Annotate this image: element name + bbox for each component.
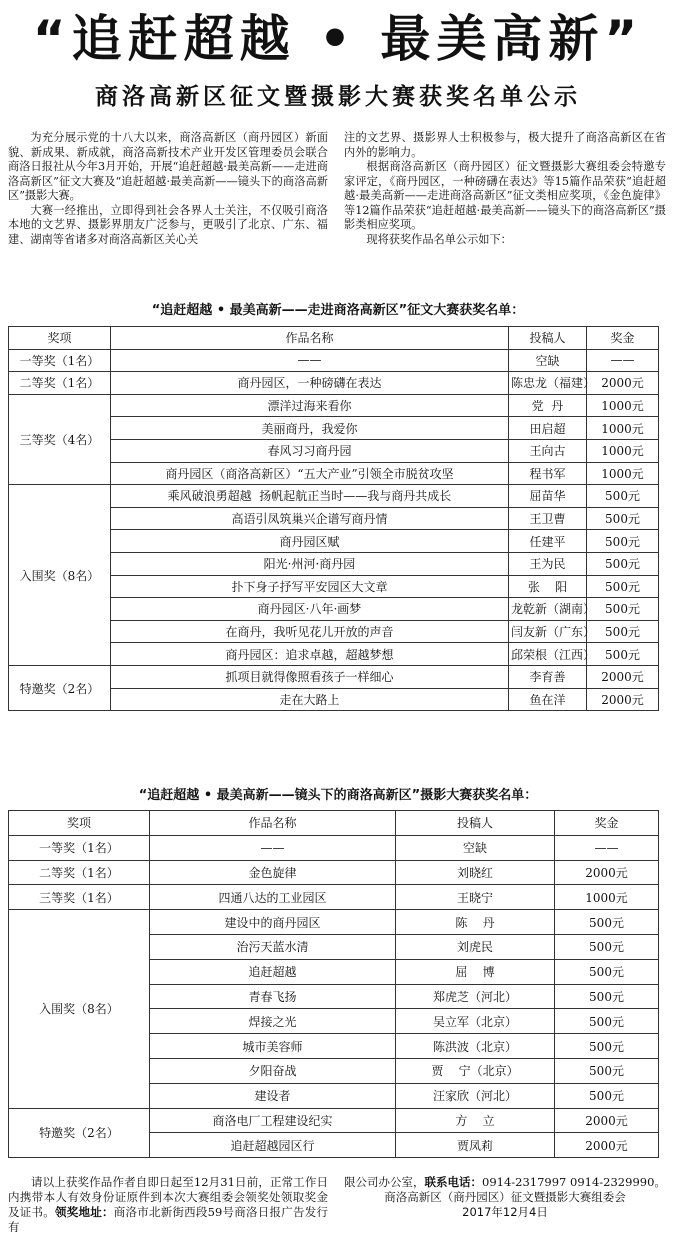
work-title-cell: 漂洋过海来看你 (111, 394, 509, 417)
author-cell: 田启超 (509, 417, 587, 440)
intro-paragraph-4: 现将获奖作品名单公示如下： (366, 232, 512, 246)
work-title-cell: —— (150, 835, 396, 860)
work-title-cell: 走在大路上 (111, 688, 509, 711)
intro-paragraph-1: 为充分展示党的十八大以来，商洛高新区（商丹园区）新面貌、新成果、新成就，商洛高新技术产业开发区管理委员会联合商洛日报社从今年3月开始，开展“追赶超越·最美高新——走进商洛高新区”征文大赛及“追赶超越·最美高新——镜头下的商洛高新区”摄影大赛。 (8, 131, 328, 202)
footer-contact (344, 1175, 666, 1190)
footer-notice-text: 请以上获奖作品作者自即日起至12月31日前，正常工作日内携带本人有效身份证原件到本次大赛组委会领奖处领取奖金及证书。 (8, 1175, 328, 1219)
prize-cell: 500元 (555, 984, 659, 1009)
prize-cell: 500元 (587, 507, 659, 530)
footer-right-column (344, 1175, 666, 1220)
award-level-cell: 一等奖（1名） (9, 835, 150, 860)
intro-paragraph-continued: 注的文艺界、摄影界人士积极参与，极大提升了商洛高新区在省内外的影响力。 (344, 131, 666, 159)
table-row (9, 1108, 659, 1133)
table-row (9, 910, 659, 935)
author-cell: 王晓宁 (396, 885, 555, 910)
author-cell: 汪家欣（河北） (396, 1083, 555, 1108)
intro-paragraph-3: 根据商洛高新区（商丹园区）征文暨摄影大赛组委会特邀专家评定，《商丹园区，一种磅礴在表达》等15篇作品荣获“追赶超越·最美高新——走进商洛高新区”征文类相应奖项，《金色旋律》等12篇作品荣获“追赶超越·最美高新——镜头下的商洛高新区”摄影类相应奖项。 (344, 160, 666, 231)
author-cell: 方 立 (396, 1108, 555, 1133)
author-cell: 张 阳 (509, 575, 587, 598)
author-cell: 王为民 (509, 552, 587, 575)
prize-cell: 500元 (555, 1034, 659, 1059)
author-cell: 空缺 (396, 835, 555, 860)
award-level-cell: 特邀奖（2名） (9, 1108, 150, 1158)
work-title-cell: 阳光·州河·商丹园 (111, 552, 509, 575)
work-title-cell: —— (111, 349, 509, 372)
footer-left-column (8, 1175, 328, 1235)
page-title: “追赶超越 • 最美高新” (32, 10, 644, 68)
footer-notice (8, 1175, 328, 1235)
work-title-cell: 青春飞扬 (150, 984, 396, 1009)
prize-cell: 1000元 (555, 885, 659, 910)
work-title-cell: 四通八达的工业园区 (150, 885, 396, 910)
table-header-row (9, 811, 659, 836)
page-subtitle: 商洛高新区征文暨摄影大赛获奖名单公示 (95, 84, 581, 110)
author-cell: 屈苗华 (509, 485, 587, 508)
author-cell: 鱼在洋 (509, 688, 587, 711)
table-row (9, 860, 659, 885)
work-title-cell: 扑下身子抒写平安园区大文章 (111, 575, 509, 598)
prize-cell: —— (587, 349, 659, 372)
author-cell: 吴立军（北京） (396, 1009, 555, 1034)
work-title-cell: 建设中的商丹园区 (150, 910, 396, 935)
prize-cell: 2000元 (555, 1108, 659, 1133)
work-title-cell: 夕阳奋战 (150, 1058, 396, 1083)
column-header: 投稿人 (396, 811, 555, 836)
award-level-cell: 三等奖（4名） (9, 394, 111, 484)
footer-address-label: 领奖地址： (54, 1205, 114, 1219)
work-title-cell: 建设者 (150, 1083, 396, 1108)
award-level-cell: 入围奖（8名） (9, 910, 150, 1108)
table-row (9, 665, 659, 688)
work-title-cell: 乘风破浪勇超越 扬帆起航正当时——我与商丹共成长 (111, 485, 509, 508)
work-title-cell: 春风习习商丹园 (111, 439, 509, 462)
author-cell: 郑虎芝（河北） (396, 984, 555, 1009)
prize-cell: 1000元 (587, 462, 659, 485)
prize-cell: 500元 (555, 910, 659, 935)
award-level-cell: 二等奖（1名） (9, 860, 150, 885)
table-row (9, 372, 659, 395)
footer-address: 商洛市北新街西段59号商洛日报广告发行有 (8, 1205, 329, 1234)
prize-cell: 500元 (587, 530, 659, 553)
column-header: 奖金 (555, 811, 659, 836)
footer-phone: 0914-2317997 0914-2329990。 (482, 1175, 666, 1189)
column-header: 奖项 (9, 811, 150, 836)
author-cell: 程书军 (509, 462, 587, 485)
award-level-cell: 三等奖（1名） (9, 885, 150, 910)
prize-cell: 500元 (587, 643, 659, 666)
work-title-cell: 焊接之光 (150, 1009, 396, 1034)
prize-cell: 500元 (587, 552, 659, 575)
work-title-cell: 商丹园区：追求卓越，超越梦想 (111, 643, 509, 666)
award-level-cell: 特邀奖（2名） (9, 665, 111, 710)
prize-cell: 500元 (555, 1009, 659, 1034)
author-cell: 刘晓红 (396, 860, 555, 885)
work-title-cell: 商洛电厂工程建设纪实 (150, 1108, 396, 1133)
prize-cell: 500元 (555, 1058, 659, 1083)
author-cell: 闫友新（广东） (509, 620, 587, 643)
author-cell: 李育善 (509, 665, 587, 688)
essay-section-title: “追赶超越 • 最美高新——走进商洛高新区”征文大赛获奖名单： (151, 303, 525, 318)
prize-cell: 2000元 (555, 860, 659, 885)
column-header: 奖金 (587, 327, 659, 350)
footer-date: 2017年12月4日 (462, 1205, 548, 1219)
prize-cell: 2000元 (587, 665, 659, 688)
column-header: 作品名称 (111, 327, 509, 350)
work-title-cell: 追赶超越 (150, 959, 396, 984)
prize-cell: 1000元 (587, 439, 659, 462)
work-title-cell: 高语引凤筑巢兴企谱写商丹情 (111, 507, 509, 530)
footer-phone-label: 联系电话： (424, 1175, 482, 1189)
prize-cell: 500元 (555, 934, 659, 959)
prize-cell: 1000元 (587, 394, 659, 417)
intro-paragraph-2: 大赛一经推出，立即得到社会各界人士关注，不仅吸引商洛本地的文艺界、摄影界朋友广泛参与，更吸引了北京、广东、福建、湖南等省诸多对商洛高新区关心关 (8, 203, 328, 246)
prize-cell: 1000元 (587, 417, 659, 440)
author-cell: 贾 宁（北京） (396, 1058, 555, 1083)
footer-contact-text: 限公司办公室， (344, 1175, 425, 1189)
prize-cell: 500元 (587, 620, 659, 643)
work-title-cell: 在商丹，我听见花儿开放的声音 (111, 620, 509, 643)
work-title-cell: 商丹园区，一种磅礴在表达 (111, 372, 509, 395)
author-cell: 刘虎民 (396, 934, 555, 959)
table-row (9, 485, 659, 508)
work-title-cell: 治污天蓝水清 (150, 934, 396, 959)
intro-right-column (344, 131, 666, 247)
author-cell: 王向古 (509, 439, 587, 462)
footer-organizer: 商洛高新区（商丹园区）征文暨摄影大赛组委会 (384, 1190, 626, 1204)
author-cell: 任建平 (509, 530, 587, 553)
essay-awards-table (8, 326, 659, 711)
photo-section-title: “追赶超越 • 最美高新——镜头下的商洛高新区”摄影大赛获奖名单： (138, 788, 538, 803)
author-cell: 屈 博 (396, 959, 555, 984)
table-row (9, 349, 659, 372)
prize-cell: 500元 (555, 959, 659, 984)
author-cell: 王卫曹 (509, 507, 587, 530)
table-row (9, 835, 659, 860)
author-cell: 陈洪波（北京） (396, 1034, 555, 1059)
author-cell: 龙乾新（湖南） (509, 598, 587, 621)
prize-cell: 500元 (587, 575, 659, 598)
work-title-cell: 抓项目就得像照看孩子一样细心 (111, 665, 509, 688)
prize-cell: 500元 (587, 598, 659, 621)
author-cell: 邱荣根（江西） (509, 643, 587, 666)
intro-left-column (8, 131, 328, 247)
author-cell: 空缺 (509, 349, 587, 372)
work-title-cell: 商丹园区赋 (111, 530, 509, 553)
author-cell: 陈 丹 (396, 910, 555, 935)
author-cell: 党 丹 (509, 394, 587, 417)
prize-cell: 2000元 (587, 688, 659, 711)
prize-cell: —— (555, 835, 659, 860)
work-title-cell: 商丹园区·八年·画梦 (111, 598, 509, 621)
table-row (9, 885, 659, 910)
award-level-cell: 二等奖（1名） (9, 372, 111, 395)
column-header: 投稿人 (509, 327, 587, 350)
column-header: 奖项 (9, 327, 111, 350)
author-cell: 贾凤莉 (396, 1133, 555, 1158)
work-title-cell: 美丽商丹，我爱你 (111, 417, 509, 440)
work-title-cell: 商丹园区（商洛高新区）“五大产业”引领全市脱贫攻坚 (111, 462, 509, 485)
prize-cell: 500元 (587, 485, 659, 508)
table-header-row (9, 327, 659, 350)
column-header: 作品名称 (150, 811, 396, 836)
prize-cell: 500元 (555, 1083, 659, 1108)
work-title-cell: 城市美容师 (150, 1034, 396, 1059)
prize-cell: 2000元 (555, 1133, 659, 1158)
author-cell: 陈忠龙（福建） (509, 372, 587, 395)
photo-awards-table (8, 810, 659, 1158)
work-title-cell: 金色旋律 (150, 860, 396, 885)
work-title-cell: 追赶超越园区行 (150, 1133, 396, 1158)
table-row (9, 394, 659, 417)
award-level-cell: 一等奖（1名） (9, 349, 111, 372)
award-level-cell: 入围奖（8名） (9, 485, 111, 666)
prize-cell: 2000元 (587, 372, 659, 395)
